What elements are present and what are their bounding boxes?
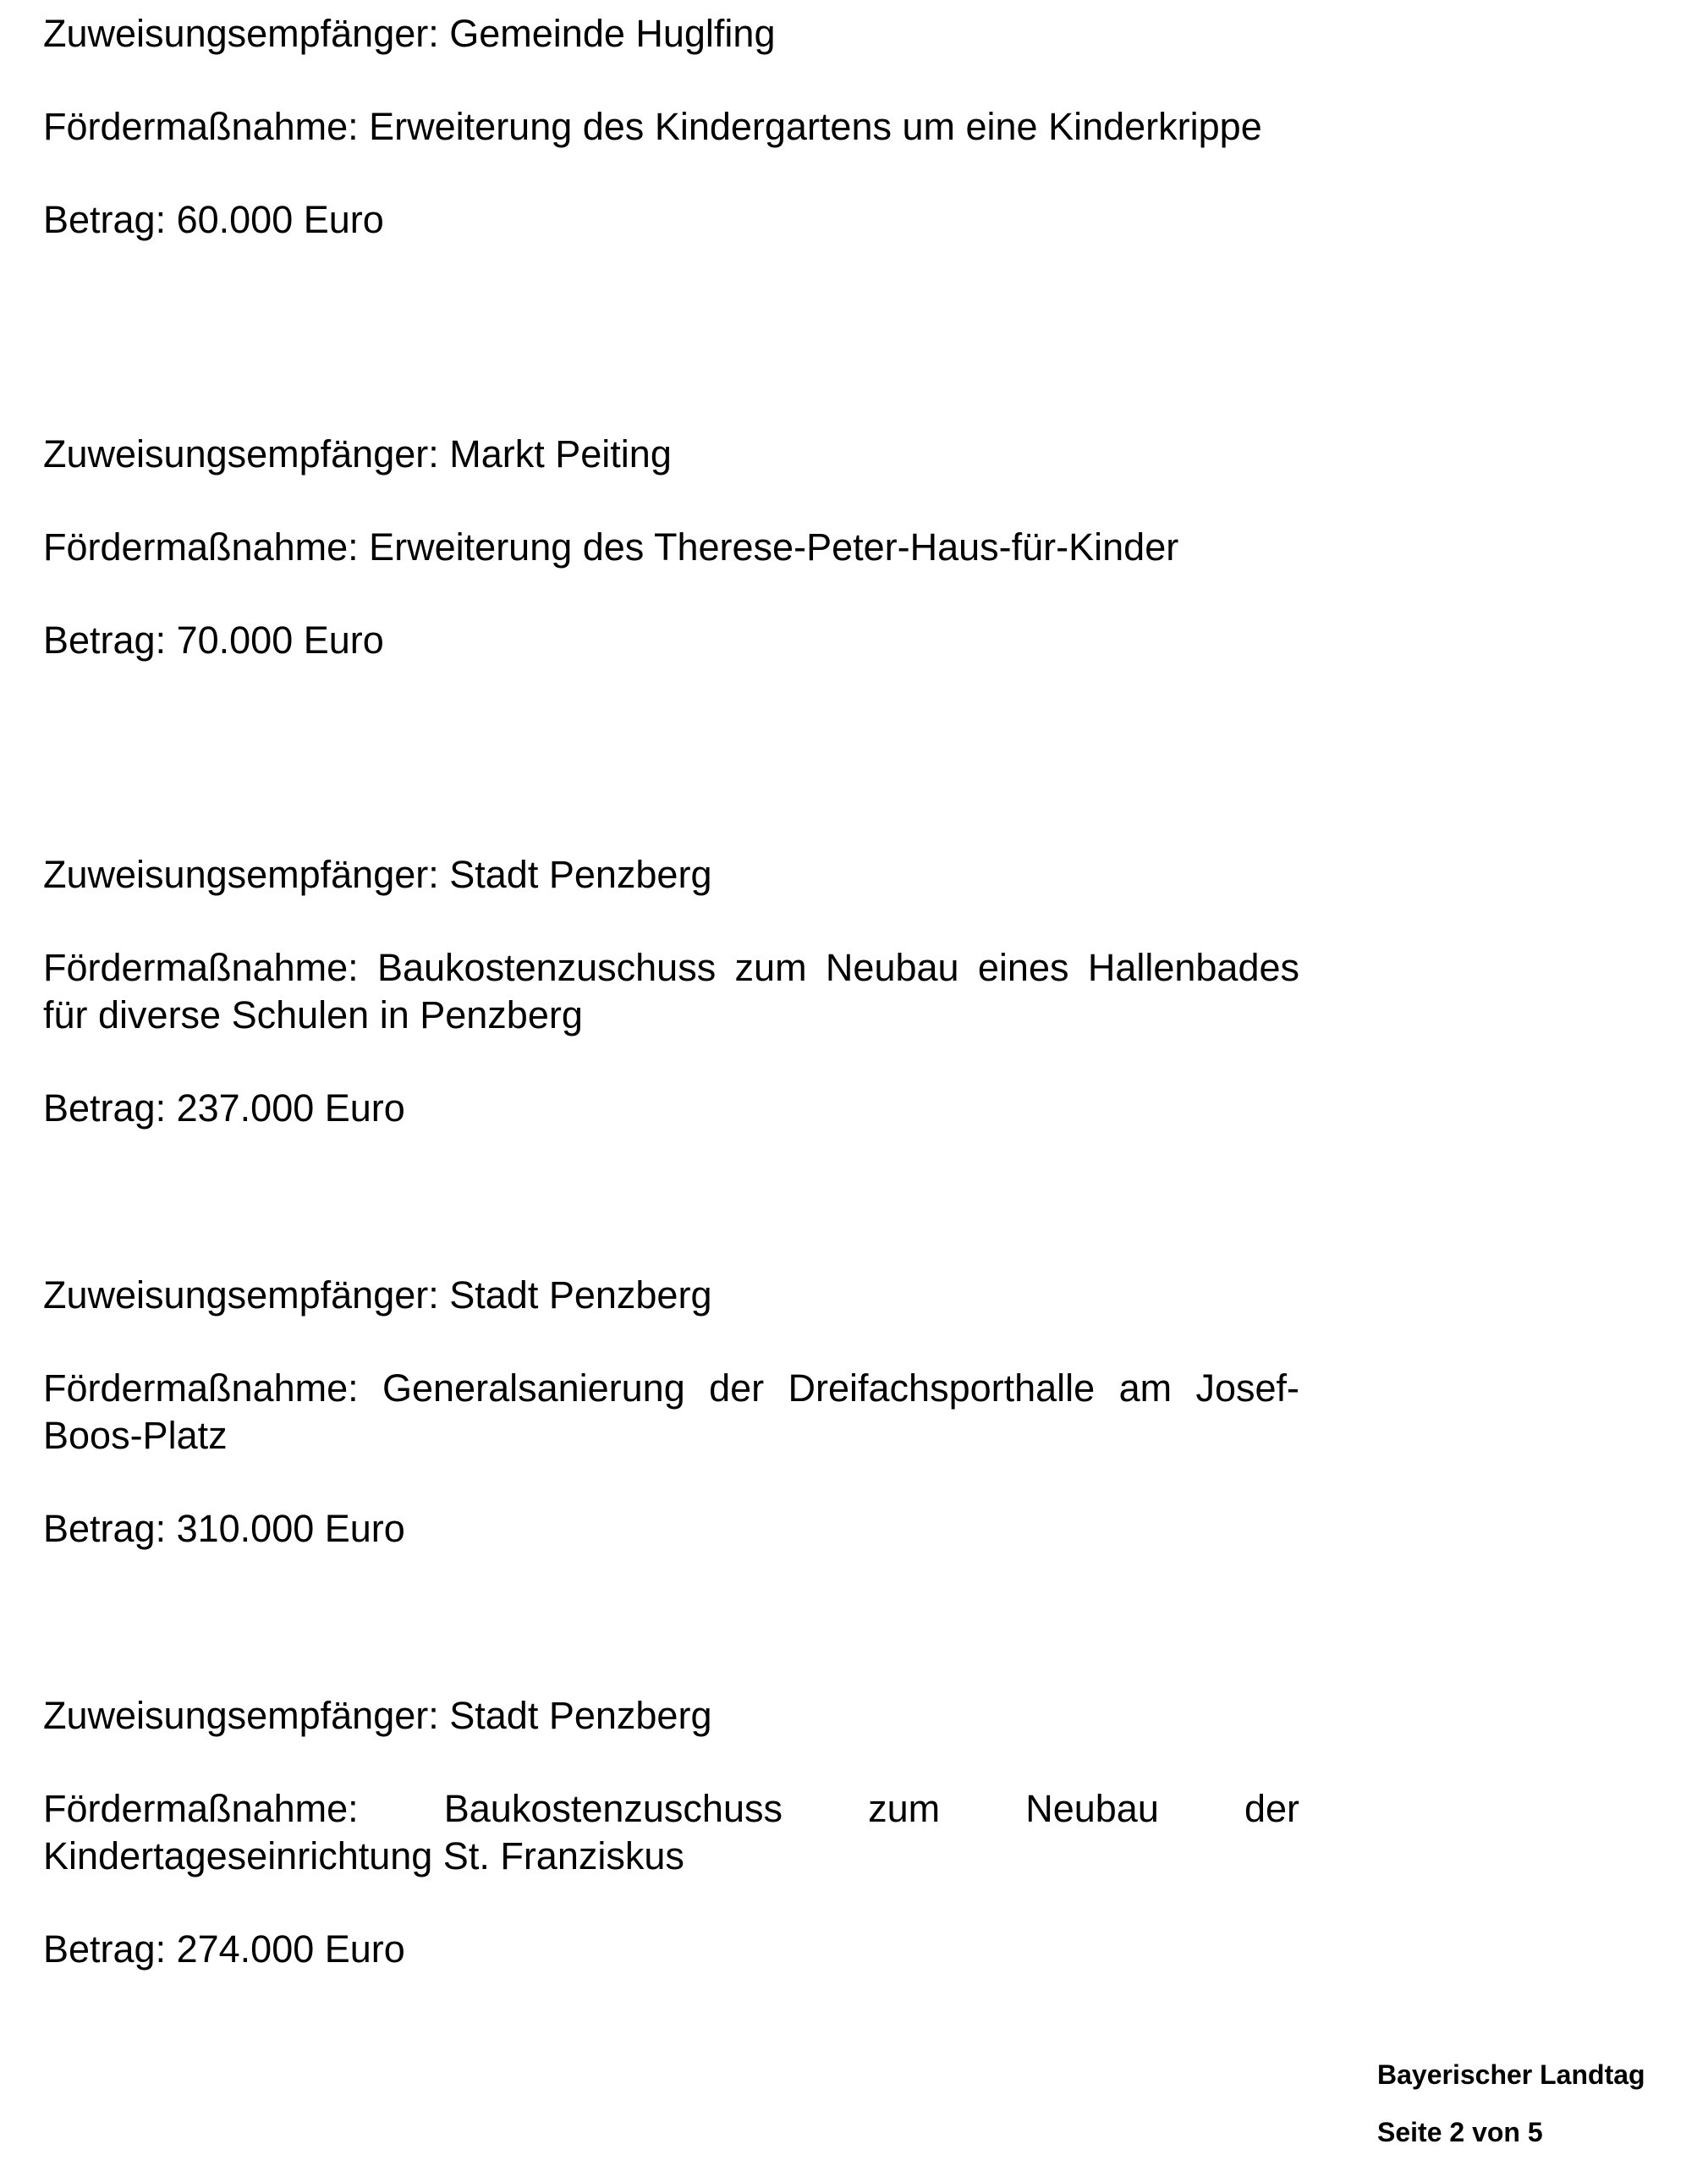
measure-text: Fördermaßnahme: Erweiterung des Kindergartens um eine Kinderkrippe xyxy=(43,105,1262,148)
footer-institution: Bayerischer Landtag xyxy=(1377,2059,1645,2090)
entry-2 xyxy=(43,431,1299,851)
document-body xyxy=(43,10,1299,2113)
amount-text: Betrag: 237.000 Euro xyxy=(43,1086,405,1130)
amount-text: Betrag: 310.000 Euro xyxy=(43,1507,405,1550)
page-number: Seite 2 von 5 xyxy=(1377,2117,1543,2147)
recipient-text: Zuweisungsempfänger: Markt Peiting xyxy=(43,432,672,476)
entry-1 xyxy=(43,10,1299,431)
amount-text: Betrag: 70.000 Euro xyxy=(43,618,384,662)
entry-4 xyxy=(43,1272,1299,1692)
recipient-text: Zuweisungsempfänger: Stadt Penzberg xyxy=(43,1273,712,1317)
entry-3 xyxy=(43,851,1299,1272)
measure-text: Fördermaßnahme: Baukostenzuschuss zum Neubau der Kindertageseinrichtung St. Franziskus xyxy=(43,1787,1299,1877)
recipient-text: Zuweisungsempfänger: Gemeinde Huglfing xyxy=(43,12,776,55)
recipient-text: Zuweisungsempfänger: Stadt Penzberg xyxy=(43,853,712,896)
measure-text: Fördermaßnahme: Erweiterung des Therese-Peter-Haus-für-Kinder xyxy=(43,525,1179,569)
amount-text: Betrag: 274.000 Euro xyxy=(43,1927,405,1971)
measure-text: Fördermaßnahme: Generalsanierung der Dreifachsporthalle am Josef-Boos-Platz xyxy=(43,1366,1299,1457)
page-footer xyxy=(1377,2058,1645,2149)
recipient-text: Zuweisungsempfänger: Stadt Penzberg xyxy=(43,1694,712,1737)
entry-5 xyxy=(43,1692,1299,2113)
amount-text: Betrag: 60.000 Euro xyxy=(43,198,384,241)
measure-text: Fördermaßnahme: Baukostenzuschuss zum Neubau eines Hallenbades für diverse Schulen in Penzberg xyxy=(43,946,1299,1036)
